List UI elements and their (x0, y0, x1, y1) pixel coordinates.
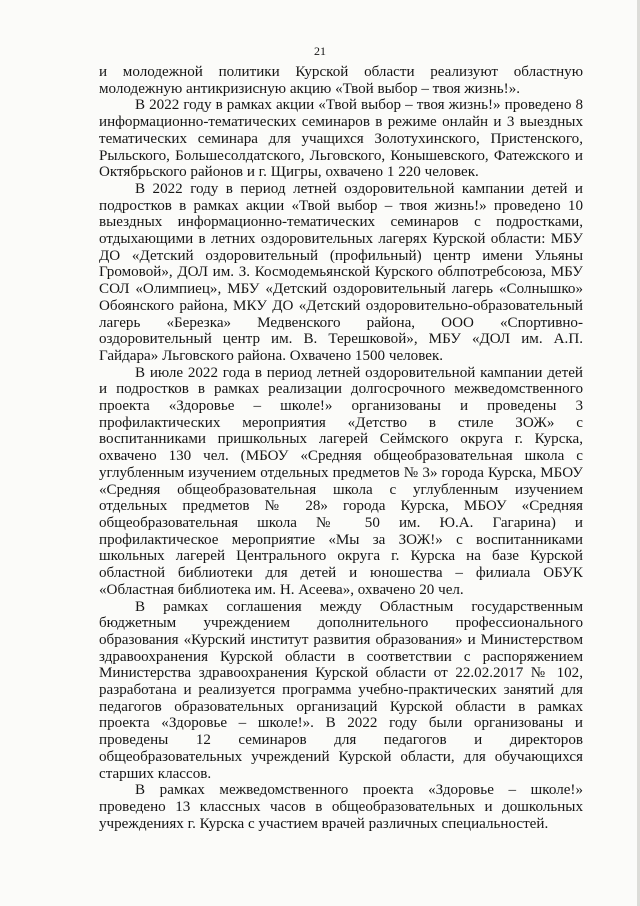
paragraph-2: В 2022 году в рамках акции «Твой выбор – твоя жизнь!» проведено 8 информационно-тематических семинаров в режиме онлайн и 3 выездных тематических семинара для учащихся Золотухинского, Пристенского, Рыльского, Большесолдатского, Льговского, Конышевского, Фатежского и Октябрьского районов и г. Щигры, охвачено 1 220 человек. (99, 97, 583, 181)
paragraph-3: В 2022 году в период летней оздоровительной кампании детей и подростков в рамках акции «Твой выбор – твоя жизнь!» проведено 10 выездных информационно-тематических семинаров с подростками, отдыхающими в летних оздоровительных лагерях Курской области: МБУ ДО «Детский оздоровительный (профильный) центр имени Ульяны Громовой», ДОЛ им. З. Космодемьянской Курского облпотребсоюза, МБУ СОЛ «Олимпиец», МБУ «Детский оздоровительный лагерь «Солнышко» Обоянского района, МКУ ДО «Детский оздоровительно-образовательный лагерь «Березка» Медвенского района, ООО «Спортивно-оздоровительный центр им. В. Терешковой», МБУ «ДОЛ им. А.П. Гайдара» Льговского района. Охвачено 1500 человек. (99, 180, 583, 364)
document-body (99, 64, 583, 832)
paragraph-1: и молодежной политики Курской области реализуют областную молодежную антикризисную акцию «Твой выбор – твоя жизнь!». (99, 64, 583, 97)
paragraph-5: В рамках соглашения между Областным государственным бюджетным учреждением дополнительного профессионального образования «Курский институт развития образования» и Министерством здравоохранения Курской области в соответствии с распоряжением Министерства здравоохранения Курской области от 22.02.2017 № 102, разработана и реализуется программа учебно-практических занятий для педагогов образовательных организаций Курской области в рамках проекта «Здоровье – школе!». В 2022 году были организованы и проведены 12 семинаров для педагогов и директоров общеобразовательных учреждений Курской области, для обучающихся старших классов. (99, 598, 583, 782)
paragraph-4: В июле 2022 года в период летней оздоровительной кампании детей и подростков в рамках реализации долгосрочного межведомственного проекта «Здоровье – школе!» организованы и проведены 3 профилактических мероприятия «Детство в стиле ЗОЖ» с воспитанниками пришкольных лагерей Сеймского округа г. Курска, охвачено 130 чел. (МБОУ «Средняя общеобразовательная школа с углубленным изучением отдельных предметов № 3» города Курска, МБОУ «Средняя общеобразовательная школа с углубленным изучением отдельных предметов № 28» города Курска, МБОУ «Средняя общеобразовательная школа № 50 им. Ю.А. Гагарина) и профилактическое мероприятие «Мы за ЗОЖ!» с воспитанниками школьных лагерей Центрального округа г. Курска на базе Курской областной библиотеки для детей и юношества – филиала ОБУК «Областная библиотека им. Н. Асеева», охвачено 20 чел. (99, 364, 583, 598)
page-number: 21 (314, 44, 326, 58)
paragraph-6: В рамках межведомственного проекта «Здоровье – школе!» проведено 13 классных часов в общеобразовательных и дошкольных учреждениях г. Курска с участием врачей различных специальностей. (99, 782, 583, 832)
